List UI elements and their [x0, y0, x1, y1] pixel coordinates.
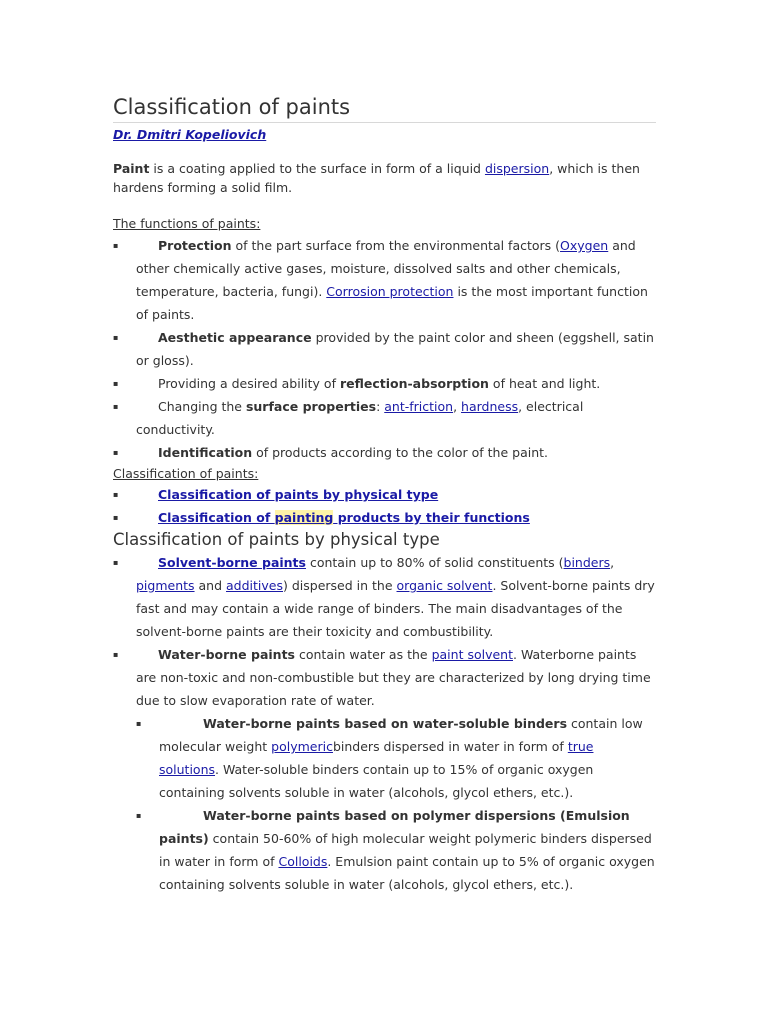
reflection-label: reflection-absorption [339, 376, 489, 391]
list-item-reflection [113, 372, 656, 395]
protection-label: Protection [158, 238, 232, 253]
functions-link-text-a: Classification of [158, 510, 275, 525]
paint-solvent-link[interactable]: paint solvent [431, 647, 513, 662]
dispersion-link[interactable]: dispersion [484, 161, 550, 176]
water-text-b: . Waterborne paints are non-toxic and non-combustible but they are characterized by long drying time due to slow evaporation rate of water. [136, 647, 651, 708]
solvent-sep: , [610, 555, 615, 570]
physical-type-link[interactable]: Classification of paints by physical type [158, 487, 439, 502]
water-soluble-label: Water-borne paints based on water-soluble binders [203, 716, 568, 731]
list-item-water-borne [113, 643, 656, 712]
list-item-solvent-borne [113, 551, 656, 643]
protection-text-c: is the most important function of paints. [136, 284, 648, 322]
list-item-emulsion [136, 804, 656, 896]
classification-heading: Classification of paints: [113, 466, 259, 481]
list-item-surface [113, 395, 656, 441]
list-item-physical-link [113, 483, 656, 506]
square-bullet-icon: ▪ [113, 333, 119, 342]
intro-text-a: is a coating applied to the surface in form of a liquid [149, 161, 485, 176]
functions-heading: The functions of paints: [113, 216, 261, 231]
water-borne-subtypes-list [136, 712, 656, 896]
list-item-functions-link [113, 506, 656, 529]
ant-friction-link[interactable]: ant-friction [384, 399, 454, 414]
organic-solvent-link[interactable]: organic solvent [396, 578, 493, 593]
aesthetic-text: provided by the paint color and sheen (eggshell, satin or gloss). [136, 330, 654, 368]
author-link[interactable]: Dr. Dmitri Kopeliovich [113, 127, 267, 142]
emulsion-label: Water-borne paints based on polymer dispersions (Emulsion paints) [159, 808, 630, 846]
physical-types-list [113, 551, 656, 712]
water-soluble-text-a: contain low molecular weight [159, 716, 643, 754]
square-bullet-icon: ▪ [113, 490, 119, 499]
list-item-protection [113, 234, 656, 326]
true-solutions-link[interactable]: true solutions [159, 739, 594, 777]
square-bullet-icon: ▪ [113, 448, 119, 457]
identification-text: of products according to the color of the paint. [252, 445, 548, 460]
list-item-water-soluble [136, 712, 656, 804]
list-item-identification [113, 441, 656, 464]
water-soluble-text-c: . Water-soluble binders contain up to 15% of organic oxygen containing solvents soluble in water (alcohols, glycol ethers, etc.). [159, 762, 594, 800]
reflection-text-a: Providing a desired ability of [158, 376, 340, 391]
solvent-and: and [194, 578, 227, 593]
highlighted-word: painting [274, 510, 334, 525]
corrosion-protection-link[interactable]: Corrosion protection [326, 284, 454, 299]
emulsion-text-a: contain 50-60% of high molecular weight polymeric binders dispersed in water in form of [159, 831, 652, 869]
protection-text-a: of the part surface from the environmental factors ( [231, 238, 561, 253]
protection-text-b: and other chemically active gases, moisture, dissolved salts and other chemicals, temperature, bacteria, fungi). [136, 238, 636, 299]
square-bullet-icon: ▪ [113, 402, 119, 411]
intro-paragraph [113, 159, 656, 197]
water-borne-label: Water-borne paints [158, 647, 295, 662]
document-page [113, 92, 656, 896]
water-soluble-text-b: binders dispersed in water in form of [332, 739, 568, 754]
surface-label: surface properties [245, 399, 377, 414]
square-bullet-icon: ▪ [136, 811, 142, 820]
square-bullet-icon: ▪ [113, 513, 119, 522]
solvent-text-b: ) dispersed in the [283, 578, 397, 593]
functions-type-link[interactable] [158, 510, 530, 525]
square-bullet-icon: ▪ [113, 558, 119, 567]
hardness-link[interactable]: hardness [461, 399, 519, 414]
square-bullet-icon: ▪ [136, 719, 142, 728]
binders-link[interactable]: binders [563, 555, 611, 570]
surface-text-c: , electrical conductivity. [136, 399, 584, 437]
additives-link[interactable]: additives [226, 578, 283, 593]
polymeric-link[interactable]: polymeric [271, 739, 333, 754]
square-bullet-icon: ▪ [113, 241, 119, 250]
water-text-a: contain water as the [295, 647, 432, 662]
surface-text-b: : [376, 399, 385, 414]
identification-label: Identification [158, 445, 253, 460]
section-heading: Classification of paints by physical type [113, 530, 440, 549]
solvent-text-a: contain up to 80% of solid constituents ( [305, 555, 564, 570]
list-item-aesthetic [113, 326, 656, 372]
solvent-text-c: . Solvent-borne paints dry fast and may contain a wide range of binders. The main disadvantages of the solvent-borne paints are their toxicity and combustibility. [136, 578, 655, 639]
surface-text-a: Changing the [158, 399, 246, 414]
pigments-link[interactable]: pigments [136, 578, 195, 593]
functions-list [113, 234, 656, 464]
surface-sep: , [453, 399, 462, 414]
oxygen-link[interactable]: Oxygen [560, 238, 609, 253]
solvent-borne-link[interactable]: Solvent-borne paints [158, 555, 306, 570]
functions-link-text-b: products by their functions [333, 510, 530, 525]
square-bullet-icon: ▪ [113, 650, 119, 659]
intro-text-b: , which is then hardens forming a solid film. [113, 161, 640, 195]
page-title: Classification of paints [113, 92, 656, 123]
colloids-link[interactable]: Colloids [278, 854, 328, 869]
aesthetic-label: Aesthetic appearance [158, 330, 312, 345]
intro-term: Paint [113, 161, 150, 176]
square-bullet-icon: ▪ [113, 379, 119, 388]
emulsion-text-b: . Emulsion paint contain up to 5% of organic oxygen containing solvents soluble in water (alcohols, glycol ethers, etc.). [159, 854, 655, 892]
reflection-text-b: of heat and light. [488, 376, 601, 391]
classification-links-list [113, 483, 656, 529]
